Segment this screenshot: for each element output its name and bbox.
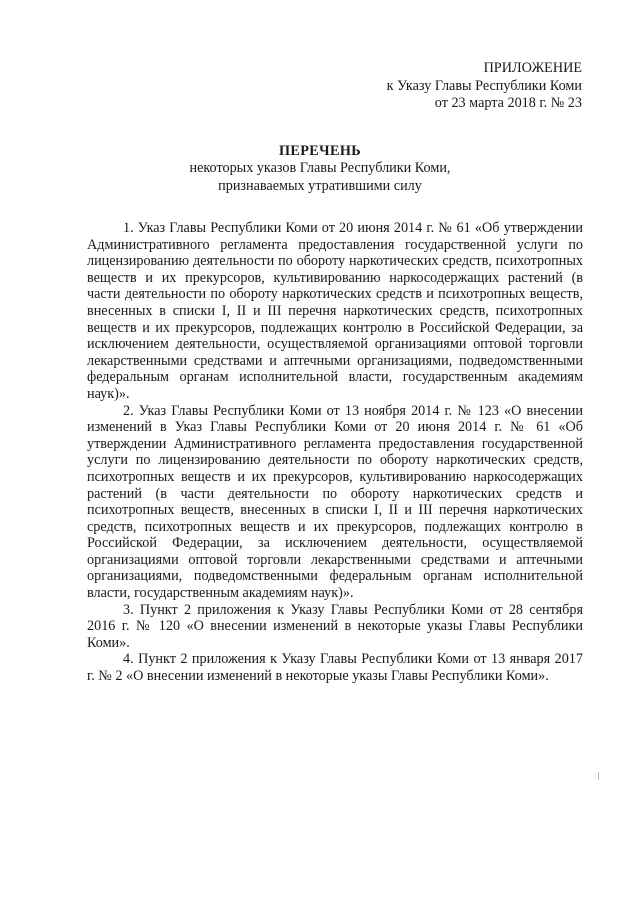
decree-list xyxy=(87,220,583,685)
document-title-block xyxy=(0,142,640,195)
appendix-label: ПРИЛОЖЕНИЕ xyxy=(483,60,582,76)
list-item-2: 2. Указ Главы Республики Коми от 13 ноября 2014 г. № 123 «О внесении изменений в Указ Главы Республики Коми от 20 июня 2014 г. № 61 «Об утверждении Административного регламента предоставления государственной услуги по лицензированию деятельности по обороту наркотических средств, психотропных веществ и их прекурсоров, культивированию наркосодержащих растений (в части деятельности по обороту наркотических средств и психотропных веществ, внесенных в списки I, II и III перечня наркотических средств, психотропных веществ и их прекурсоров, подлежащих контролю в Российской Федерации, за исключением деятельности, осуществляемой организациями оптовой торговли лекарственными средствами и аптечными организациями, подведомственными федеральным органам исполнительной власти, государственным академиям наук)». xyxy=(87,402,583,602)
list-item-1: 1. Указ Главы Республики Коми от 20 июня 2014 г. № 61 «Об утверждении Административного регламента предоставления государственной услуги по лицензированию деятельности по обороту наркотических средств, психотропных веществ и их прекурсоров, культивированию наркосодержащих растений (в части деятельности по обороту наркотических средств и психотропных веществ, внесенных в списки I, II и III перечня наркотических средств, психотропных веществ и их прекурсоров, подлежащих контролю в Российской Федерации, за исключением деятельности, осуществляемой организациями оптовой торговли лекарственными средствами и аптечными организациями, подведомственными федеральным органам исполнительной власти, государственным академиям наук)». xyxy=(87,220,583,402)
appendix-decree-date: от 23 марта 2018 г. № 23 xyxy=(434,95,582,111)
list-item-4: 4. Пункт 2 приложения к Указу Главы Республики Коми от 13 января 2017 г. № 2 «О внесении изменений в некоторые указы Главы Республики Коми». xyxy=(87,651,583,685)
scan-artifact xyxy=(598,772,599,780)
document-subtitle-line-2: признаваемых утратившими силу xyxy=(218,177,422,194)
appendix-header xyxy=(387,60,582,113)
document-subtitle-line-1: некоторых указов Главы Республики Коми, xyxy=(189,160,451,176)
list-item-3: 3. Пункт 2 приложения к Указу Главы Республики Коми от 28 сентября 2016 г. № 120 «О внесении изменений в некоторые указы Главы Республики Коми». xyxy=(87,601,583,651)
appendix-decree-ref: к Указу Главы Республики Коми xyxy=(386,77,582,94)
document-title: ПЕРЕЧЕНЬ xyxy=(278,143,362,159)
